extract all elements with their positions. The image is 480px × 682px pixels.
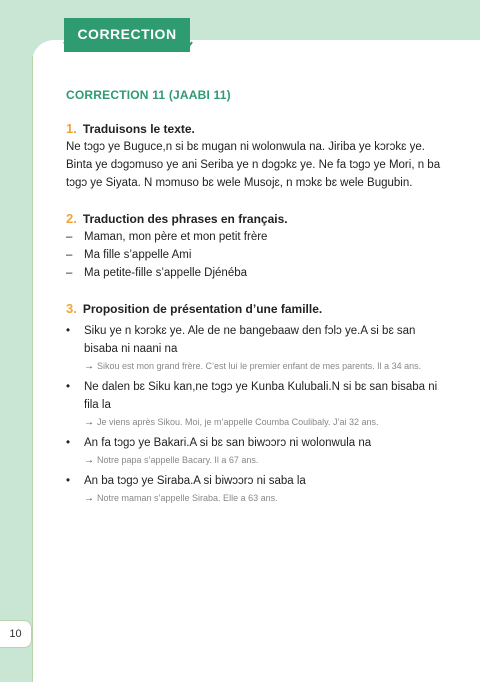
bullet-marker: • [66, 325, 71, 337]
correction-content [66, 88, 450, 506]
section-1-title [66, 120, 450, 138]
bullet-marker: • [66, 437, 71, 449]
bambara-sentence: An fa tɔgɔ ye Bakari.A si bɛ san biwɔɔrɔ ni wolonwula na [84, 437, 372, 449]
list-item [66, 472, 450, 490]
french-translation [66, 415, 450, 430]
dash-marker: – [66, 249, 73, 261]
list-item-text: Ma fille s’appelle Ami [84, 249, 192, 261]
banner-swirl-ornament [60, 38, 196, 56]
section-3-number: 3. [66, 301, 77, 316]
dash-marker: – [66, 231, 73, 243]
french-translation [66, 453, 450, 468]
section-1-title-text: Traduisons le texte. [82, 122, 195, 136]
margin-rule [32, 56, 33, 682]
french-translation [66, 359, 450, 374]
list-item [66, 246, 450, 264]
section-2-title [66, 210, 450, 228]
dash-marker: – [66, 267, 73, 279]
banner-title: CORRECTION [77, 26, 177, 42]
arrow-icon: → [84, 493, 94, 504]
bambara-sentence: An ba tɔgɔ ye Siraba.A si biwɔɔrɔ ni saba la [84, 475, 306, 487]
list-item [66, 434, 450, 452]
bullet-marker: • [66, 475, 71, 487]
section-1-paragraph: Ne tɔgɔ ye Buguce,n si bɛ mugan ni wolonwula na. Jiriba ye kɔrɔkɛ ye. Binta ye dɔgɔmuso ye ani Seriba ye n dɔgɔkɛ ye. Ne fa tɔgɔ ye Mori, n ba tɔgɔ ye Siyata. N mɔmuso bɛ wele Musojɛ, n mɔkɛ bɛ wele Bugubin. [66, 141, 441, 189]
section-3-title-text: Proposition de présentation d’une famille. [82, 302, 323, 316]
list-item-text: Ma petite-fille s’appelle Djénéba [84, 267, 248, 279]
bambara-sentence: Siku ye n kɔrɔkɛ ye. Ale de ne bangebaaw den fɔlɔ ye.A si bɛ san bisaba ni naani na [84, 325, 416, 355]
arrow-icon: → [84, 361, 94, 372]
list-item [66, 228, 450, 246]
french-translation [66, 491, 450, 506]
section-2-title-text: Traduction des phrases en français. [82, 212, 288, 226]
correction-heading: CORRECTION 11 (JAABI 11) [66, 88, 231, 102]
section-2-number: 2. [66, 211, 77, 226]
bambara-sentence: Ne dalen bɛ Siku kan,ne tɔgɔ ye Kunba Kulubali.N si bɛ san bisaba ni fila la [84, 381, 438, 411]
translation-text: Notre maman s’appelle Siraba. Elle a 63 ans. [97, 493, 278, 503]
list-item [66, 378, 450, 414]
list-item-text: Maman, mon père et mon petit frère [84, 231, 268, 243]
list-item [66, 264, 450, 282]
translation-text: Je viens après Sikou. Moi, je m’appelle Coumba Coulibaly. J’ai 32 ans. [97, 417, 379, 427]
bullet-marker: • [66, 381, 71, 393]
section-1 [66, 120, 450, 192]
arrow-icon: → [84, 455, 94, 466]
section-3 [66, 300, 450, 506]
section-2 [66, 210, 450, 282]
list-item [66, 322, 450, 358]
translation-text: Sikou est mon grand frère. C’est lui le premier enfant de mes parents. Il a 34 ans. [97, 361, 422, 371]
section-1-number: 1. [66, 121, 77, 136]
arrow-icon: → [84, 417, 94, 428]
section-3-title [66, 300, 450, 318]
page-number: 10 [0, 620, 32, 648]
translation-text: Notre papa s’appelle Bacary. Il a 67 ans. [97, 455, 259, 465]
